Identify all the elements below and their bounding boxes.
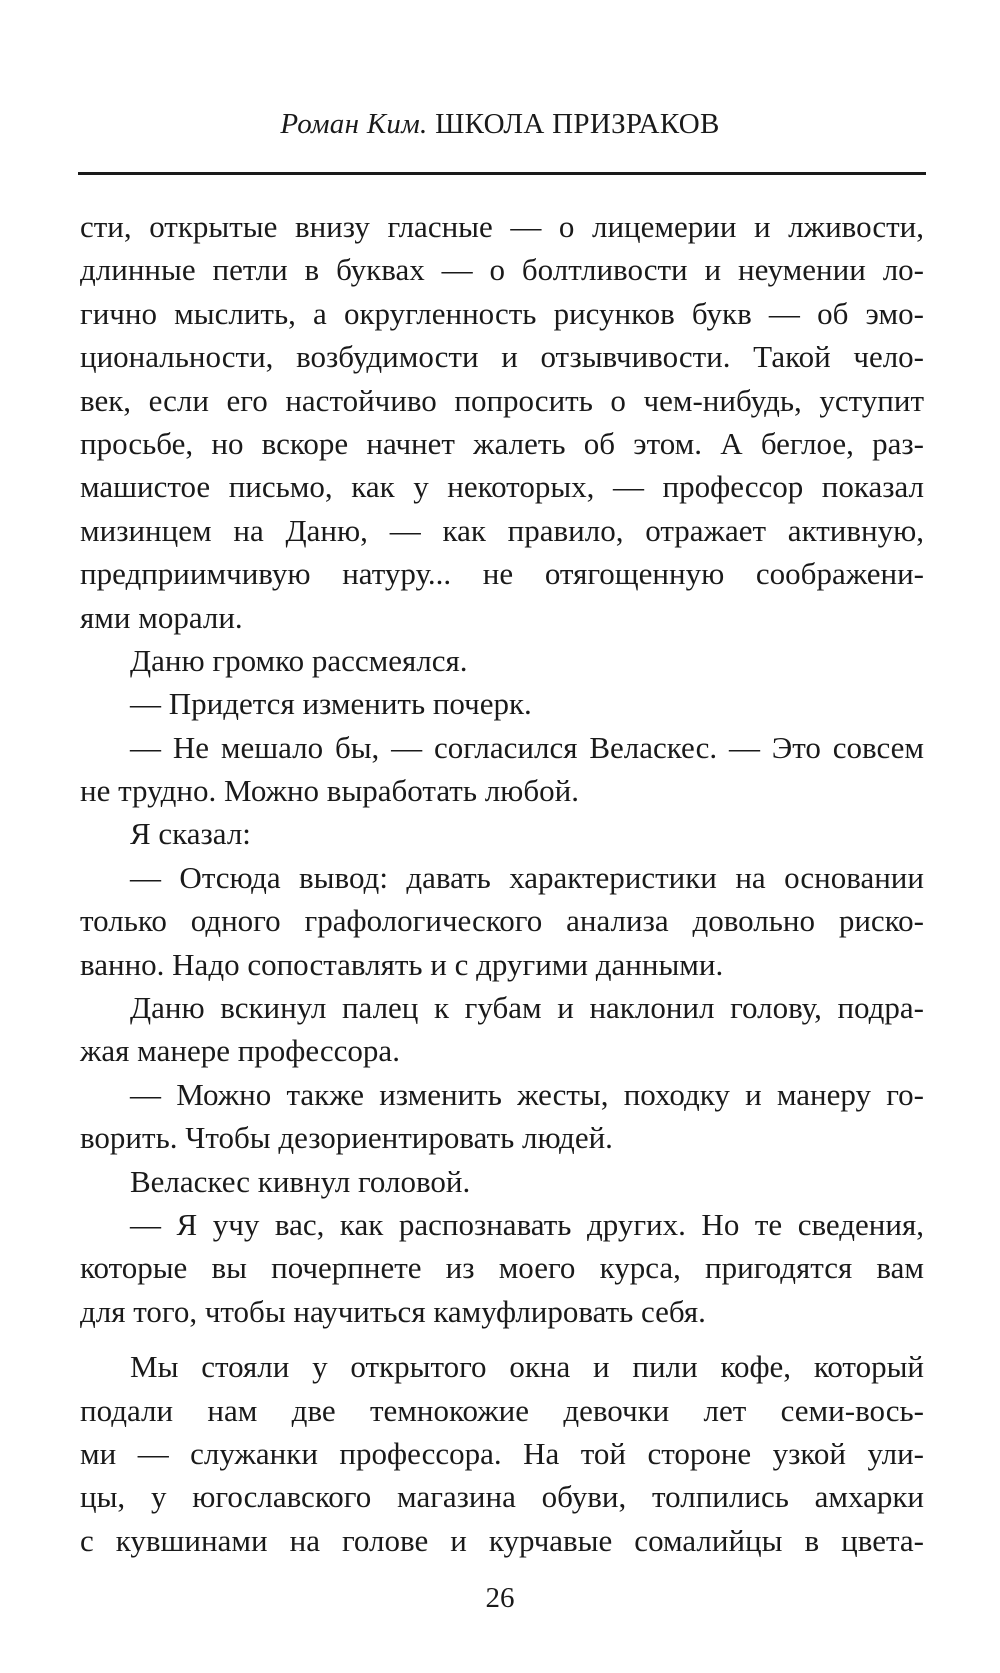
- text-line: — Отсюда вывод: давать характеристики на основании: [130, 859, 924, 895]
- text-line: просьбе, но вскоре начнет жалеть об этом. А беглое, раз-: [80, 425, 924, 461]
- text-line: — Придется изменить почерк.: [130, 686, 532, 722]
- text-line: ми — служанки профессора. На той стороне узкой ули-: [80, 1435, 924, 1471]
- text-line: подали нам две темнокожие девочки лет семи-вось-: [80, 1392, 924, 1428]
- running-head: [0, 108, 1000, 141]
- text-line: — Я учу вас, как распознавать других. Но те сведения,: [130, 1206, 924, 1242]
- text-line: Мы стояли у открытого окна и пили кофе, который: [130, 1349, 924, 1385]
- text-line: жая манере профессора.: [80, 1033, 400, 1069]
- text-line: машистое письмо, как у некоторых, — профессор показал: [80, 469, 924, 505]
- text-line: предприимчивую натуру... не отягощенную соображени-: [80, 556, 924, 592]
- text-line: которые вы почерпнете из моего курса, пригодятся вам: [80, 1250, 924, 1286]
- text-line: ворить. Чтобы дезориентировать людей.: [80, 1120, 613, 1156]
- section-break: [80, 1333, 924, 1345]
- text-line: не трудно. Можно выработать любой.: [80, 773, 579, 809]
- text-line: циональности, возбудимости и отзывчивости. Такой чело-: [80, 339, 924, 375]
- text-line: — Можно также изменить жесты, походку и манеру го-: [130, 1076, 924, 1112]
- text-line: Я сказал:: [130, 816, 251, 852]
- text-line: сти, открытые внизу гласные — о лицемерии и лживости,: [80, 209, 924, 244]
- text-line: — Не мешало бы, — согласился Веласкес. — Это совсем: [130, 729, 924, 765]
- header-rule: [78, 172, 926, 175]
- text-line: ями морали.: [80, 599, 243, 635]
- text-line: гично мыслить, а округленность рисунков букв — об эмо-: [80, 295, 924, 331]
- text-line: для того, чтобы научиться камуфлировать себя.: [80, 1293, 706, 1329]
- text-line: век, если его настойчиво попросить о чем-нибудь, уступит: [80, 382, 924, 418]
- running-head-author: Роман Ким.: [280, 108, 428, 140]
- body-text: [80, 205, 924, 1562]
- page-number: 26: [485, 1582, 515, 1614]
- text-line: Даню вскинул палец к губам и наклонил голову, подра-: [130, 990, 924, 1026]
- text-line: мизинцем на Даню, — как правило, отражает активную,: [80, 512, 924, 548]
- text-line: длинные петли в буквах — о болтливости и неумении ло-: [80, 252, 924, 288]
- text-line: цы, у югославского магазина обуви, толпились амхарки: [80, 1479, 924, 1515]
- text-line: Веласкес кивнул головой.: [130, 1163, 471, 1199]
- running-head-title: ШКОЛА ПРИЗРАКОВ: [435, 108, 720, 140]
- text-line: только одного графологического анализа довольно риско-: [80, 903, 924, 939]
- text-line: Даню громко рассмеялся.: [130, 642, 468, 678]
- text-line: с кувшинами на голове и курчавые сомалийцы в цвета-: [80, 1522, 924, 1558]
- text-line: ванно. Надо сопоставлять и с другими данными.: [80, 946, 724, 982]
